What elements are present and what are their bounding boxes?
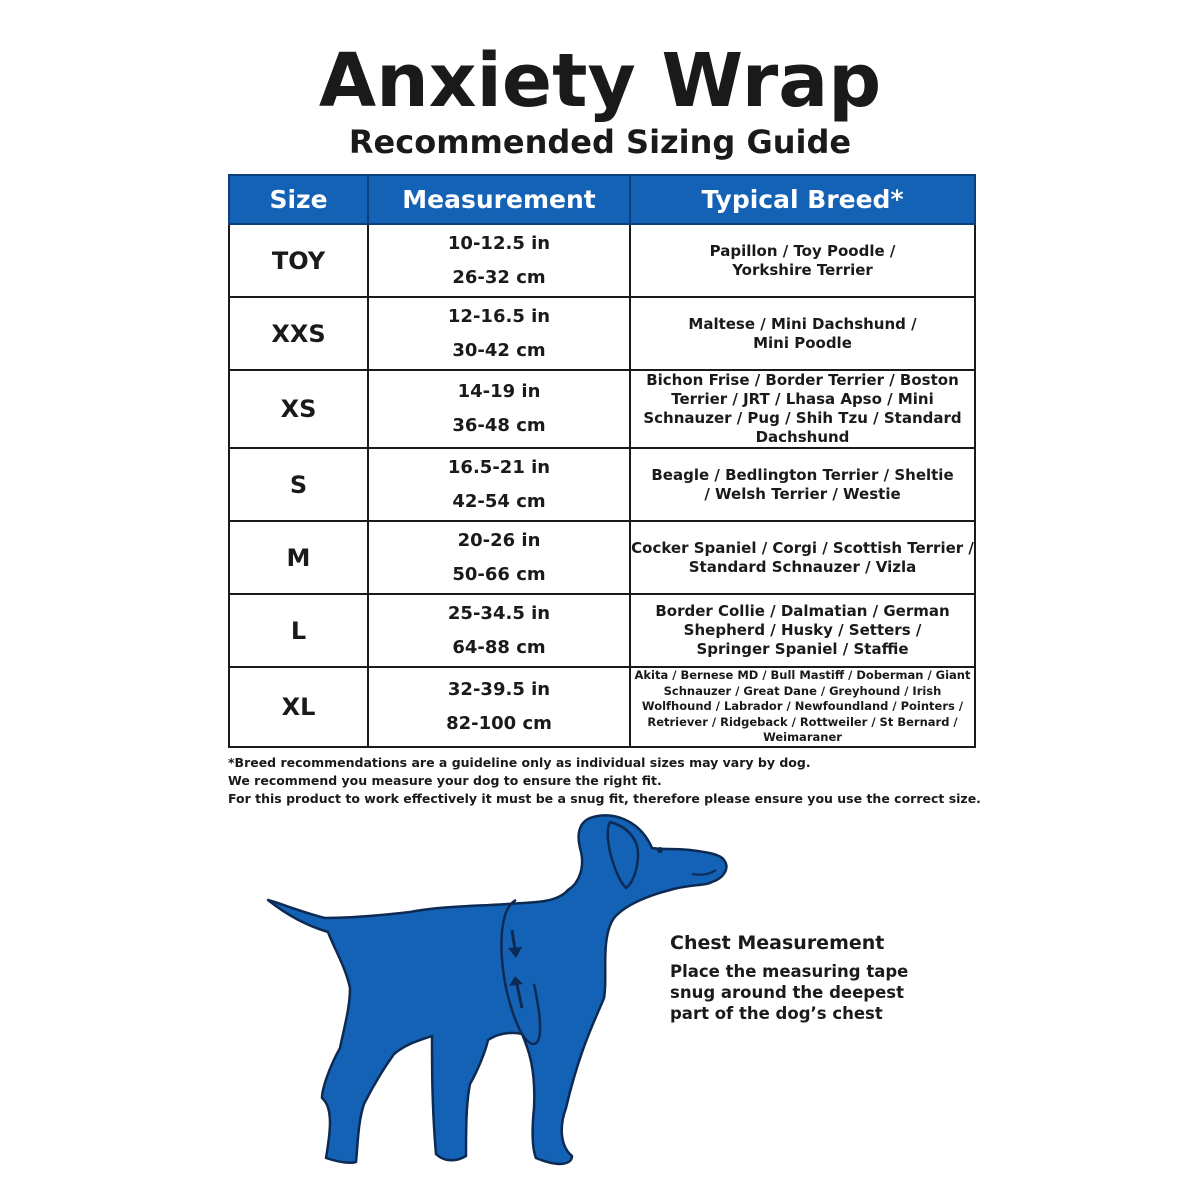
measurement-cell [368,297,630,370]
breed-list: Cocker Spaniel / Corgi / Scottish Terrier / Standard Schnauzer / Vizla [630,521,975,594]
size-label: M [229,521,368,594]
breed-list: Border Collie / Dalmatian / German Shepherd / Husky / Setters / Springer Spaniel / Staffie [630,594,975,667]
measurement-cell [368,370,630,448]
table-header-row [229,175,975,224]
measurement-cell [368,667,630,747]
table-row [229,224,975,297]
measurement-cell [368,224,630,297]
measurement-inches: 16.5-21 in [447,456,551,478]
measurement-cell [368,521,630,594]
measurement-cm: 42-54 cm [452,490,546,512]
size-label: L [229,594,368,667]
table-row [229,370,975,448]
breed-list: Beagle / Bedlington Terrier / Sheltie / Welsh Terrier / Westie [630,448,975,521]
size-label: XXS [229,297,368,370]
page-subtitle: Recommended Sizing Guide [348,123,852,161]
table-row [229,297,975,370]
footnotes [228,754,988,808]
footnote-line: *Breed recommendations are a guideline only as individual sizes may vary by dog. [228,755,811,770]
footnote-line: We recommend you measure your dog to ensure the right fit. [228,773,662,788]
dog-body [268,815,726,1164]
header-typical-breed: Typical Breed* [630,175,975,224]
measurement-cm: 82-100 cm [446,712,552,734]
table-row [229,448,975,521]
sizing-table [228,174,976,748]
measurement-inches: 10-12.5 in [447,232,551,254]
breed-list: Papillon / Toy Poodle / Yorkshire Terrier [630,224,975,297]
page-title: Anxiety Wrap [318,38,882,124]
breed-list: Maltese / Mini Dachshund / Mini Poodle [630,297,975,370]
measurement-cm: 64-88 cm [452,636,546,658]
measurement-cm: 36-48 cm [452,415,546,436]
dog-silhouette-icon [260,808,740,1188]
dog-eye [657,847,663,853]
measurement-cm: 50-66 cm [452,563,546,585]
measurement-inches: 25-34.5 in [447,602,551,624]
chest-measurement-text: Place the measuring tape snug around the deepest part of the dog’s chest [670,962,909,1023]
header-size: Size [229,175,368,224]
chest-measurement-info [670,932,950,1024]
measurement-inches: 12-16.5 in [447,305,551,327]
breed-list: Bichon Frise / Border Terrier / Boston Terrier / JRT / Lhasa Apso / Mini Schnauzer / Pug / Shih Tzu / Standard Dachshund [630,370,975,448]
breed-list: Akita / Bernese MD / Bull Mastiff / Doberman / Giant Schnauzer / Great Dane / Greyhound / Irish Wolfhound / Labrador / Newfoundland / Pointers / Retriever / Ridgeback / Rottweiler / St Bernard / Weimaraner [630,667,975,747]
table-row [229,667,975,747]
size-label: S [229,448,368,521]
footnote-line: For this product to work effectively it must be a snug fit, therefore please ensure you use the correct size. [228,791,981,806]
measurement-inches: 20-26 in [457,529,541,551]
measurement-cell [368,594,630,667]
size-label: XL [229,667,368,747]
measurement-inches: 14-19 in [457,381,541,402]
header-measurement: Measurement [368,175,630,224]
table-row [229,594,975,667]
measurement-inches: 32-39.5 in [447,678,551,700]
size-label: TOY [229,224,368,297]
measurement-cm: 30-42 cm [452,339,546,361]
measurement-cm: 26-32 cm [452,266,546,288]
measurement-cell [368,448,630,521]
table-row [229,521,975,594]
chest-measurement-title: Chest Measurement [670,932,885,954]
size-label: XS [229,370,368,448]
